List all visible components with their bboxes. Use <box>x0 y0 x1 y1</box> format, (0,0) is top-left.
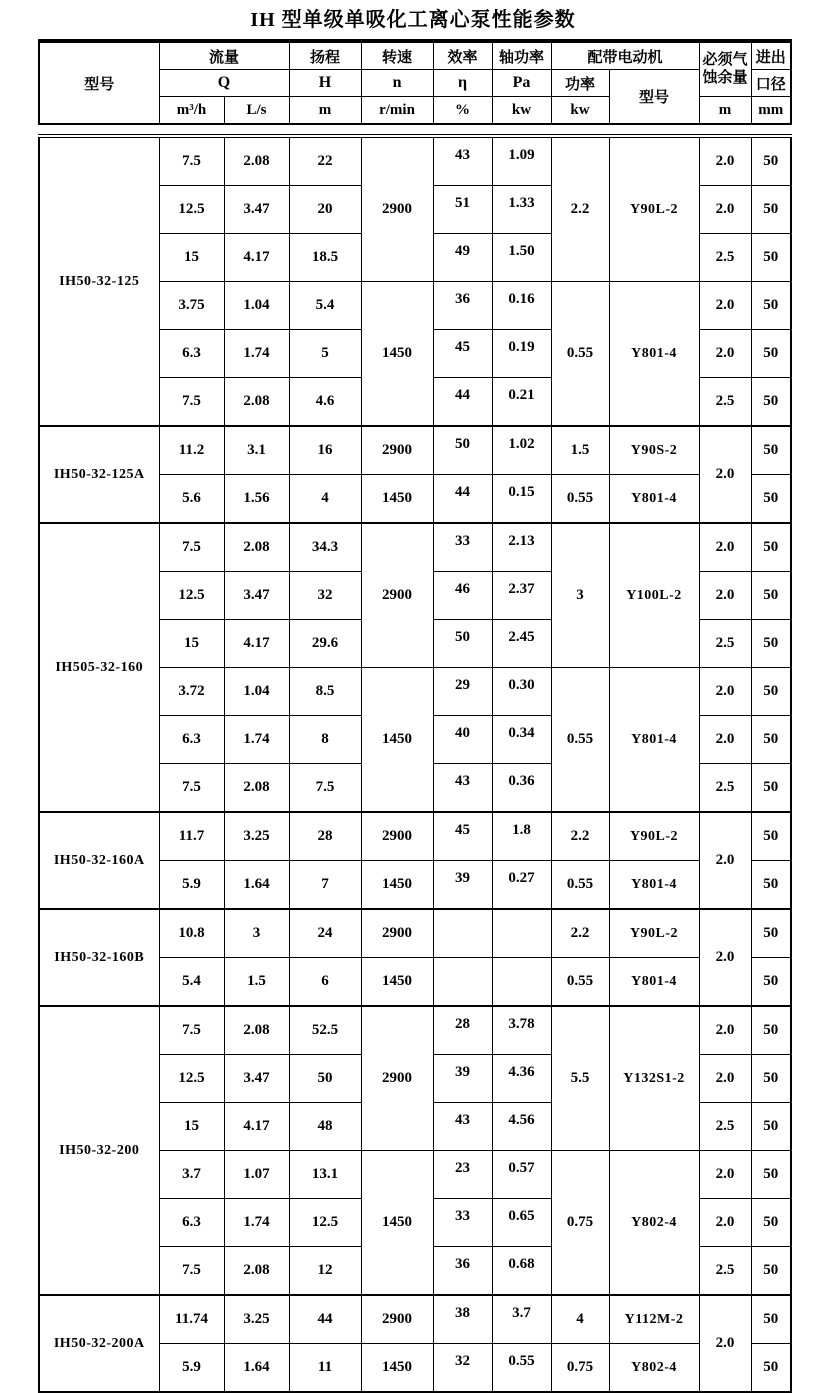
cell-npsh: 2.0 <box>699 716 751 764</box>
cell-dn: 50 <box>751 1151 791 1199</box>
cell-motor-model: Y100L-2 <box>609 523 699 668</box>
cell-speed-rpm: 1450 <box>361 475 433 524</box>
cell-motor-kw: 0.55 <box>551 861 609 910</box>
header-speed-symbol: n <box>361 70 433 97</box>
cell-head-m: 34.3 <box>289 523 361 572</box>
cell-efficiency: 40 <box>433 716 492 764</box>
cell-motor-kw: 0.75 <box>551 1151 609 1296</box>
cell-shaft-power: 1.02 <box>492 426 551 475</box>
header-shaft-power-unit: kw <box>492 97 551 125</box>
cell-npsh: 2.0 <box>699 572 751 620</box>
cell-npsh: 2.5 <box>699 620 751 668</box>
cell-shaft-power: 3.7 <box>492 1295 551 1344</box>
cell-head-m: 5.4 <box>289 282 361 330</box>
cell-efficiency: 33 <box>433 523 492 572</box>
cell-shaft-power: 0.57 <box>492 1151 551 1199</box>
cell-q-m3h: 3.75 <box>159 282 224 330</box>
cell-motor-model: Y802-4 <box>609 1151 699 1296</box>
cell-q-ls: 4.17 <box>224 620 289 668</box>
cell-q-m3h: 7.5 <box>159 378 224 427</box>
cell-npsh: 2.0 <box>699 1199 751 1247</box>
cell-efficiency: 39 <box>433 1055 492 1103</box>
cell-npsh: 2.5 <box>699 1247 751 1296</box>
cell-dn: 50 <box>751 572 791 620</box>
cell-shaft-power: 1.33 <box>492 186 551 234</box>
cell-shaft-power: 0.16 <box>492 282 551 330</box>
cell-q-m3h: 7.5 <box>159 764 224 813</box>
cell-npsh: 2.0 <box>699 909 751 1006</box>
cell-q-ls: 1.64 <box>224 1344 289 1393</box>
cell-q-m3h: 5.9 <box>159 861 224 910</box>
cell-motor-kw: 4 <box>551 1295 609 1344</box>
cell-head-m: 32 <box>289 572 361 620</box>
cell-q-ls: 3.25 <box>224 812 289 861</box>
header-row-1 <box>39 41 791 70</box>
cell-dn: 50 <box>751 234 791 282</box>
cell-efficiency <box>433 958 492 1007</box>
cell-q-ls: 1.04 <box>224 282 289 330</box>
cell-shaft-power: 1.50 <box>492 234 551 282</box>
cell-q-ls: 3.47 <box>224 1055 289 1103</box>
cell-shaft-power: 3.78 <box>492 1006 551 1055</box>
header-npsh-line2: 蚀余量 <box>702 69 748 86</box>
cell-npsh: 2.0 <box>699 426 751 523</box>
cell-pump-model: IH50-32-160B <box>39 909 159 1006</box>
cell-q-ls: 2.08 <box>224 764 289 813</box>
cell-efficiency: 38 <box>433 1295 492 1344</box>
cell-shaft-power: 0.19 <box>492 330 551 378</box>
cell-efficiency: 44 <box>433 475 492 524</box>
cell-q-ls: 1.74 <box>224 1199 289 1247</box>
cell-head-m: 12.5 <box>289 1199 361 1247</box>
cell-head-m: 8.5 <box>289 668 361 716</box>
cell-q-ls: 1.64 <box>224 861 289 910</box>
cell-efficiency: 43 <box>433 764 492 813</box>
cell-efficiency: 23 <box>433 1151 492 1199</box>
cell-q-ls: 1.56 <box>224 475 289 524</box>
cell-motor-kw: 5.5 <box>551 1006 609 1151</box>
cell-dn: 50 <box>751 812 791 861</box>
cell-head-m: 11 <box>289 1344 361 1393</box>
cell-speed-rpm: 2900 <box>361 426 433 475</box>
cell-dn: 50 <box>751 1247 791 1296</box>
cell-head-m: 29.6 <box>289 620 361 668</box>
header-motor-model: 型号 <box>609 70 699 125</box>
cell-npsh: 2.0 <box>699 1295 751 1392</box>
cell-shaft-power: 1.09 <box>492 136 551 186</box>
header-head: 扬程 <box>289 41 361 70</box>
cell-q-m3h: 3.7 <box>159 1151 224 1199</box>
cell-npsh: 2.0 <box>699 330 751 378</box>
header-head-unit: m <box>289 97 361 125</box>
cell-q-m3h: 15 <box>159 1103 224 1151</box>
cell-dn: 50 <box>751 1055 791 1103</box>
header-pump-model: 型号 <box>39 41 159 124</box>
table-row <box>39 1295 791 1344</box>
cell-shaft-power: 0.68 <box>492 1247 551 1296</box>
cell-efficiency: 36 <box>433 282 492 330</box>
cell-q-m3h: 5.9 <box>159 1344 224 1393</box>
header-efficiency-unit: % <box>433 97 492 125</box>
cell-efficiency: 45 <box>433 330 492 378</box>
header-flow-unit-m3h: m³/h <box>159 97 224 125</box>
cell-npsh: 2.0 <box>699 1055 751 1103</box>
header-head-symbol: H <box>289 70 361 97</box>
cell-dn: 50 <box>751 1103 791 1151</box>
cell-shaft-power <box>492 958 551 1007</box>
cell-shaft-power: 2.45 <box>492 620 551 668</box>
cell-efficiency: 32 <box>433 1344 492 1393</box>
cell-efficiency: 29 <box>433 668 492 716</box>
table-row <box>39 523 791 572</box>
page-title: IH 型单级单吸化工离心泵性能参数 <box>250 9 576 31</box>
header-shaft-power: 轴功率 <box>492 41 551 70</box>
cell-npsh: 2.0 <box>699 1006 751 1055</box>
cell-efficiency: 45 <box>433 812 492 861</box>
cell-motor-kw: 0.55 <box>551 958 609 1007</box>
cell-pump-model: IH505-32-160 <box>39 523 159 812</box>
cell-pump-model: IH50-32-125A <box>39 426 159 523</box>
cell-shaft-power: 0.15 <box>492 475 551 524</box>
cell-speed-rpm: 2900 <box>361 136 433 282</box>
cell-npsh: 2.5 <box>699 378 751 427</box>
table-row <box>39 1006 791 1055</box>
cell-dn: 50 <box>751 378 791 427</box>
cell-shaft-power: 1.8 <box>492 812 551 861</box>
cell-shaft-power: 0.21 <box>492 378 551 427</box>
cell-efficiency: 33 <box>433 1199 492 1247</box>
cell-q-ls: 1.04 <box>224 668 289 716</box>
cell-motor-model: Y90L-2 <box>609 909 699 958</box>
cell-motor-kw: 0.55 <box>551 282 609 427</box>
cell-speed-rpm: 1450 <box>361 668 433 813</box>
cell-dn: 50 <box>751 764 791 813</box>
cell-q-m3h: 11.2 <box>159 426 224 475</box>
cell-dn: 50 <box>751 282 791 330</box>
cell-head-m: 4 <box>289 475 361 524</box>
cell-head-m: 8 <box>289 716 361 764</box>
header-shaft-power-symbol: Pa <box>492 70 551 97</box>
cell-dn: 50 <box>751 909 791 958</box>
cell-q-m3h: 10.8 <box>159 909 224 958</box>
cell-q-ls: 2.08 <box>224 1006 289 1055</box>
cell-head-m: 28 <box>289 812 361 861</box>
cell-q-m3h: 15 <box>159 620 224 668</box>
cell-q-ls: 2.08 <box>224 523 289 572</box>
cell-motor-kw: 2.2 <box>551 909 609 958</box>
cell-motor-model: Y90S-2 <box>609 426 699 475</box>
cell-dn: 50 <box>751 136 791 186</box>
cell-npsh: 2.5 <box>699 1103 751 1151</box>
cell-q-ls: 3.1 <box>224 426 289 475</box>
header-efficiency-symbol: η <box>433 70 492 97</box>
header-flow-unit-ls: L/s <box>224 97 289 125</box>
cell-head-m: 18.5 <box>289 234 361 282</box>
cell-head-m: 44 <box>289 1295 361 1344</box>
cell-head-m: 52.5 <box>289 1006 361 1055</box>
cell-npsh: 2.0 <box>699 1151 751 1199</box>
cell-q-m3h: 12.5 <box>159 186 224 234</box>
cell-pump-model: IH50-32-200 <box>39 1006 159 1295</box>
cell-q-m3h: 7.5 <box>159 1006 224 1055</box>
cell-motor-model: Y90L-2 <box>609 136 699 282</box>
cell-efficiency: 43 <box>433 136 492 186</box>
table-row <box>39 136 791 186</box>
cell-head-m: 7 <box>289 861 361 910</box>
header-motor-power: 功率 <box>551 70 609 97</box>
cell-q-m3h: 11.7 <box>159 812 224 861</box>
cell-shaft-power: 0.36 <box>492 764 551 813</box>
header-flow-symbol: Q <box>159 70 289 97</box>
cell-efficiency: 28 <box>433 1006 492 1055</box>
cell-dn: 50 <box>751 1344 791 1393</box>
cell-head-m: 16 <box>289 426 361 475</box>
cell-head-m: 13.1 <box>289 1151 361 1199</box>
cell-pump-model: IH50-32-125 <box>39 136 159 426</box>
cell-motor-kw: 3 <box>551 523 609 668</box>
header-npsh-line1: 必须气 <box>702 52 748 69</box>
header-dn-line2: 口径 <box>751 70 791 97</box>
cell-q-m3h: 3.72 <box>159 668 224 716</box>
cell-speed-rpm: 2900 <box>361 523 433 668</box>
cell-motor-model: Y801-4 <box>609 475 699 524</box>
cell-shaft-power <box>492 909 551 958</box>
cell-q-m3h: 7.5 <box>159 523 224 572</box>
header-efficiency: 效率 <box>433 41 492 70</box>
cell-shaft-power: 0.55 <box>492 1344 551 1393</box>
cell-head-m: 50 <box>289 1055 361 1103</box>
cell-motor-model: Y801-4 <box>609 282 699 427</box>
cell-head-m: 12 <box>289 1247 361 1296</box>
cell-efficiency: 50 <box>433 426 492 475</box>
cell-shaft-power: 0.65 <box>492 1199 551 1247</box>
cell-npsh: 2.5 <box>699 234 751 282</box>
cell-q-m3h: 5.6 <box>159 475 224 524</box>
cell-motor-model: Y132S1-2 <box>609 1006 699 1151</box>
header-motor-power-unit: kw <box>551 97 609 125</box>
table-row <box>39 909 791 958</box>
cell-efficiency: 50 <box>433 620 492 668</box>
cell-head-m: 48 <box>289 1103 361 1151</box>
cell-speed-rpm: 1450 <box>361 861 433 910</box>
cell-motor-kw: 0.75 <box>551 1344 609 1393</box>
cell-dn: 50 <box>751 330 791 378</box>
cell-motor-model: Y802-4 <box>609 1344 699 1393</box>
cell-shaft-power: 4.36 <box>492 1055 551 1103</box>
cell-q-ls: 3.47 <box>224 186 289 234</box>
cell-shaft-power: 0.30 <box>492 668 551 716</box>
cell-pump-model: IH50-32-160A <box>39 812 159 909</box>
cell-head-m: 22 <box>289 136 361 186</box>
cell-q-m3h: 6.3 <box>159 1199 224 1247</box>
cell-q-m3h: 6.3 <box>159 716 224 764</box>
cell-q-ls: 1.07 <box>224 1151 289 1199</box>
table-row <box>39 812 791 861</box>
cell-head-m: 5 <box>289 330 361 378</box>
cell-q-ls: 1.74 <box>224 716 289 764</box>
cell-dn: 50 <box>751 861 791 910</box>
cell-q-m3h: 12.5 <box>159 1055 224 1103</box>
cell-motor-model: Y801-4 <box>609 861 699 910</box>
header-npsh <box>699 41 751 97</box>
cell-speed-rpm: 1450 <box>361 282 433 427</box>
cell-q-m3h: 12.5 <box>159 572 224 620</box>
cell-pump-model: IH50-32-200A <box>39 1295 159 1392</box>
cell-speed-rpm: 1450 <box>361 958 433 1007</box>
table-row <box>39 426 791 475</box>
cell-speed-rpm: 2900 <box>361 1006 433 1151</box>
cell-shaft-power: 2.37 <box>492 572 551 620</box>
cell-q-ls: 2.08 <box>224 136 289 186</box>
cell-shaft-power: 0.34 <box>492 716 551 764</box>
cell-efficiency: 36 <box>433 1247 492 1296</box>
cell-motor-model: Y112M-2 <box>609 1295 699 1344</box>
cell-speed-rpm: 2900 <box>361 1295 433 1344</box>
header-flow: 流量 <box>159 41 289 70</box>
header-speed: 转速 <box>361 41 433 70</box>
cell-dn: 50 <box>751 523 791 572</box>
cell-efficiency: 46 <box>433 572 492 620</box>
cell-npsh: 2.0 <box>699 812 751 909</box>
cell-dn: 50 <box>751 1295 791 1344</box>
cell-q-ls: 1.74 <box>224 330 289 378</box>
cell-q-ls: 3.47 <box>224 572 289 620</box>
cell-npsh: 2.0 <box>699 282 751 330</box>
cell-motor-kw: 0.55 <box>551 668 609 813</box>
header-dn-line1: 进出 <box>751 41 791 70</box>
cell-q-ls: 2.08 <box>224 378 289 427</box>
cell-q-ls: 2.08 <box>224 1247 289 1296</box>
cell-dn: 50 <box>751 475 791 524</box>
cell-npsh: 2.0 <box>699 523 751 572</box>
cell-motor-kw: 1.5 <box>551 426 609 475</box>
cell-speed-rpm: 2900 <box>361 909 433 958</box>
cell-motor-kw: 2.2 <box>551 136 609 282</box>
cell-q-ls: 3.25 <box>224 1295 289 1344</box>
cell-motor-kw: 2.2 <box>551 812 609 861</box>
cell-motor-model: Y801-4 <box>609 668 699 813</box>
cell-q-ls: 4.17 <box>224 234 289 282</box>
cell-dn: 50 <box>751 1199 791 1247</box>
cell-dn: 50 <box>751 668 791 716</box>
cell-q-m3h: 5.4 <box>159 958 224 1007</box>
cell-q-ls: 1.5 <box>224 958 289 1007</box>
cell-dn: 50 <box>751 186 791 234</box>
cell-head-m: 24 <box>289 909 361 958</box>
cell-q-m3h: 7.5 <box>159 136 224 186</box>
cell-speed-rpm: 2900 <box>361 812 433 861</box>
cell-npsh: 2.0 <box>699 186 751 234</box>
cell-efficiency: 39 <box>433 861 492 910</box>
cell-q-m3h: 6.3 <box>159 330 224 378</box>
cell-dn: 50 <box>751 620 791 668</box>
cell-npsh: 2.0 <box>699 668 751 716</box>
cell-motor-kw: 0.55 <box>551 475 609 524</box>
cell-q-m3h: 11.74 <box>159 1295 224 1344</box>
cell-npsh: 2.0 <box>699 136 751 186</box>
cell-efficiency: 49 <box>433 234 492 282</box>
cell-npsh: 2.5 <box>699 764 751 813</box>
cell-dn: 50 <box>751 958 791 1007</box>
cell-speed-rpm: 1450 <box>361 1344 433 1393</box>
cell-head-m: 7.5 <box>289 764 361 813</box>
cell-head-m: 20 <box>289 186 361 234</box>
data-table <box>38 134 792 1393</box>
cell-q-ls: 4.17 <box>224 1103 289 1151</box>
cell-shaft-power: 4.56 <box>492 1103 551 1151</box>
header-motor: 配带电动机 <box>551 41 699 70</box>
cell-dn: 50 <box>751 426 791 475</box>
cell-speed-rpm: 1450 <box>361 1151 433 1296</box>
cell-head-m: 4.6 <box>289 378 361 427</box>
cell-head-m: 6 <box>289 958 361 1007</box>
cell-dn: 50 <box>751 1006 791 1055</box>
header-table <box>38 39 792 125</box>
cell-q-m3h: 15 <box>159 234 224 282</box>
cell-efficiency: 43 <box>433 1103 492 1151</box>
cell-efficiency <box>433 909 492 958</box>
cell-dn: 50 <box>751 716 791 764</box>
cell-motor-model: Y801-4 <box>609 958 699 1007</box>
header-npsh-unit: m <box>699 97 751 125</box>
cell-shaft-power: 2.13 <box>492 523 551 572</box>
header-dn-unit: mm <box>751 97 791 125</box>
cell-efficiency: 44 <box>433 378 492 427</box>
header-speed-unit: r/min <box>361 97 433 125</box>
cell-motor-model: Y90L-2 <box>609 812 699 861</box>
cell-q-ls: 3 <box>224 909 289 958</box>
cell-shaft-power: 0.27 <box>492 861 551 910</box>
cell-q-m3h: 7.5 <box>159 1247 224 1296</box>
cell-efficiency: 51 <box>433 186 492 234</box>
